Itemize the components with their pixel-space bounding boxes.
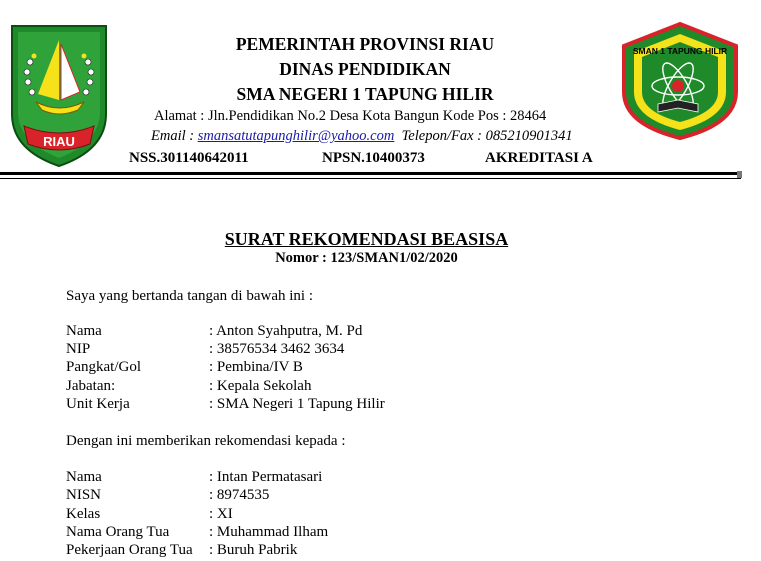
header-divider-thick xyxy=(0,172,741,175)
npsn-number: NPSN.10400373 xyxy=(322,150,425,166)
header-divider-thin xyxy=(0,178,741,179)
email-link[interactable]: smansatutapunghilir@yahoo.com xyxy=(197,128,395,144)
student-row: Nama Orang Tua : Muhammad Ilham xyxy=(66,524,329,540)
header-contact xyxy=(151,128,573,145)
signer-row: Nama : Anton Syahputra, M. Pd xyxy=(66,323,363,339)
student-row: Pekerjaan Orang Tua : Buruh Pabrik xyxy=(66,542,298,558)
recommendation-paragraph: Dengan ini memberikan rekomendasi kepada : xyxy=(66,433,346,449)
student-row: Kelas : XI xyxy=(66,506,233,522)
divider-end-mark xyxy=(737,171,742,178)
student-row: NISN : 8974535 xyxy=(66,487,270,503)
header-school-name: SMA NEGERI 1 TAPUNG HILIR xyxy=(236,84,494,104)
nss-number: NSS.301140642011 xyxy=(129,150,249,166)
header-department-title: DINAS PENDIDIKAN xyxy=(279,59,451,79)
riau-province-emblem xyxy=(8,22,110,168)
header-address: Alamat : Jln.Pendidikan No.2 Desa Kota Bangun Kode Pos : 28464 xyxy=(154,108,547,124)
emblem-school-text: SMAN 1 TAPUNG HILIR xyxy=(632,46,728,56)
phone-fax: Telepon/Fax : 085210901341 xyxy=(401,128,573,144)
header-government-title: PEMERINTAH PROVINSI RIAU xyxy=(235,34,495,54)
intro-paragraph: Saya yang bertanda tangan di bawah ini : xyxy=(66,288,314,304)
accreditation: AKREDITASI A xyxy=(485,150,593,166)
email-label: Email : xyxy=(151,128,198,144)
signer-row: Jabatan: : Kepala Sekolah xyxy=(66,378,312,394)
emblem-riau-text: RIAU xyxy=(43,134,75,149)
student-row: Nama : Intan Permatasari xyxy=(66,469,323,485)
signer-row: NIP : 38576534 3462 3634 xyxy=(66,341,345,357)
letter-number: Nomor : 123/SMAN1/02/2020 xyxy=(275,250,458,266)
school-emblem xyxy=(618,20,742,140)
letter-title: SURAT REKOMENDASI BEASISA xyxy=(224,229,509,249)
signer-row: Pangkat/Gol : Pembina/IV B xyxy=(66,359,303,375)
signer-row: Unit Kerja : SMA Negeri 1 Tapung Hilir xyxy=(66,396,385,412)
